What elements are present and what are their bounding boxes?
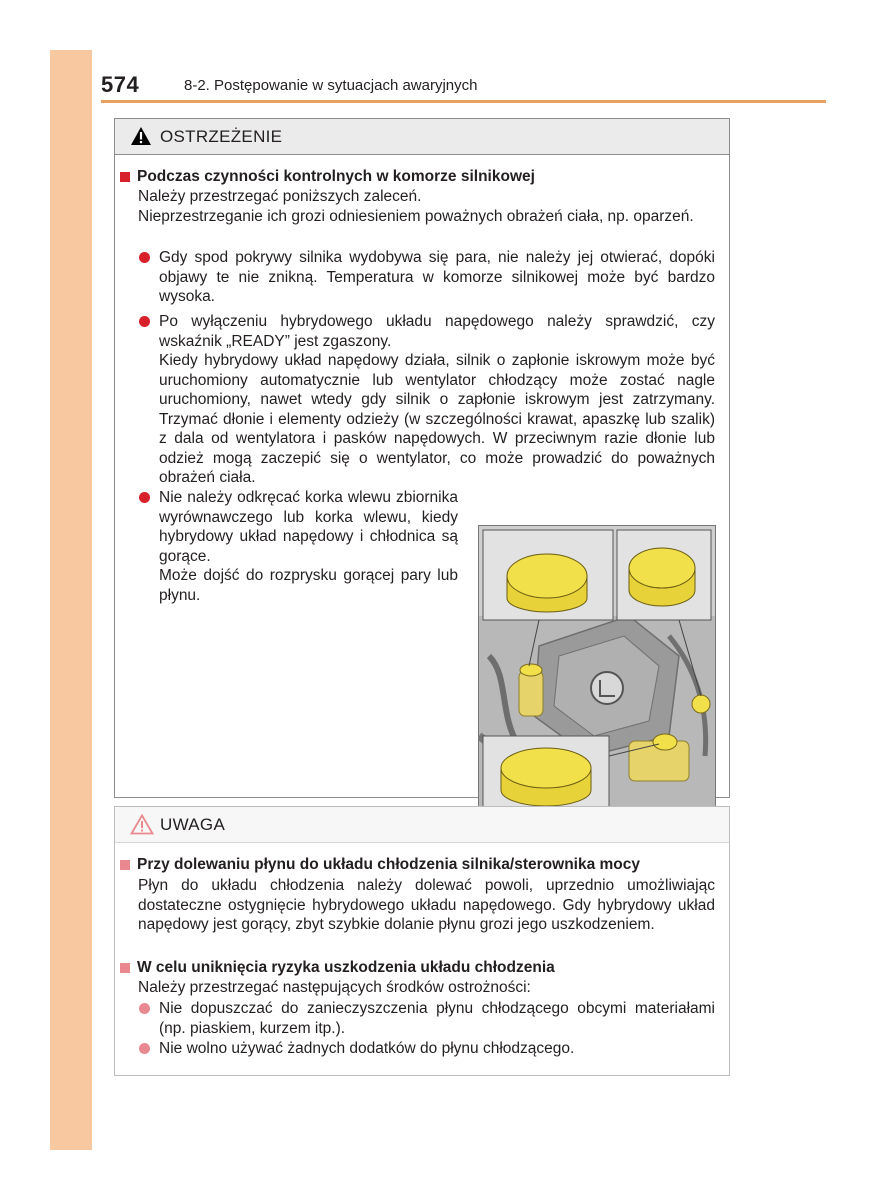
notice-title: UWAGA — [160, 815, 226, 834]
header-rule — [101, 100, 826, 103]
pink-bullet-icon — [139, 1043, 150, 1054]
notice-text-2: Należy przestrzegać następujących środków ostrożności: — [138, 979, 531, 996]
notice-box-header — [115, 807, 729, 843]
warning-bullet-3 — [138, 488, 458, 605]
warning-bullet-3-text-2: Może dojść do rozprysku gorącej pary lub płynu. — [159, 567, 458, 604]
page-number: 574 — [101, 72, 140, 97]
notice-bullet-2 — [138, 1039, 715, 1059]
warning-intro-2: Nieprzestrzeganie ich grozi odniesieniem poważnych obrażeń ciała, np. oparzeń. — [138, 208, 694, 225]
red-bullet-icon — [139, 316, 150, 327]
warning-bullet-3-text-1: Nie należy odkręcać korka wlewu zbiornika wyrównawczego lub korka wlewu, kiedy hybrydowy układ napędowy i chłodnica są gorące. — [159, 489, 458, 565]
section-title: 8-2. Postępowanie w sytuacjach awaryjnych — [184, 77, 478, 94]
warning-bullet-1 — [138, 248, 715, 307]
notice-box — [114, 806, 730, 1076]
red-bullet-icon — [139, 492, 150, 503]
warning-bullet-2-text-2: Kiedy hybrydowy układ napędowy działa, silnik o zapłonie iskrowym może być uruchomiony automatycznie lub wentylator chłodzący może zostać nagle uruchomiony, nawet wtedy gdy silnik o zapłonie iskrowym jest zatrzymany. Trzymać dłonie i elementy odzieży (w szczególności krawat, apaszkę lub szalik) z dala od wentylatora i pasków napędowych. W przeciwnym razie dłonie lub odzież mogą zaczepić się o wentylator, co może prowadzić do poważnych obrażeń ciała. — [159, 352, 715, 486]
notice-text-1: Płyn do układu chłodzenia należy dolewać powoli, uprzednio umożliwiając dostateczne ostygnięcie hybrydowego układu napędowego. Gdy hybrydowy układ napędowy jest gorący, zbyt szybkie dolanie płynu grozi jego uszkodzeniem. — [138, 877, 715, 933]
notice-bullet-2-text: Nie wolno używać żadnych dodatków do płynu chłodzącego. — [159, 1040, 575, 1057]
notice-subheading-2 — [120, 958, 555, 978]
warning-bullet-1-text: Gdy spod pokrywy silnika wydobywa się para, nie należy jej otwierać, dopóki objawy te nie znikną. Temperatura w komorze silnikowej może być bardzo wysoka. — [159, 249, 715, 305]
pink-bullet-icon — [139, 1003, 150, 1014]
red-square-icon — [120, 172, 130, 182]
warning-bullet-2-text-1: Po wyłączeniu hybrydowego układu napędowego należy sprawdzić, czy wskaźnik „READY” jest zgaszony. — [159, 313, 715, 350]
red-bullet-icon — [139, 252, 150, 263]
caution-triangle-icon — [130, 814, 154, 835]
engine-compartment-illustration — [478, 525, 716, 829]
notice-subheading-1-text: Przy dolewaniu płynu do układu chłodzenia silnika/sterownika mocy — [137, 856, 641, 873]
warning-title: OSTRZEŻENIE — [160, 127, 283, 146]
notice-bullet-1-text: Nie dopuszczać do zanieczyszczenia płynu chłodzącego obcymi materiałami (np. piaskiem, kurzem itp.). — [159, 1000, 715, 1037]
warning-triangle-icon — [130, 126, 152, 146]
notice-subheading-2-text: W celu uniknięcia ryzyka uszkodzenia układu chłodzenia — [137, 959, 555, 976]
warning-subheading-text: Podczas czynności kontrolnych w komorze silnikowej — [137, 168, 535, 185]
pink-square-icon — [120, 860, 130, 870]
warning-box — [114, 118, 730, 798]
warning-bullet-2 — [138, 312, 715, 488]
warning-intro-1: Należy przestrzegać poniższych zaleceń. — [138, 188, 422, 205]
chapter-side-tab — [50, 50, 92, 1150]
pink-square-icon — [120, 963, 130, 973]
warning-box-header — [115, 119, 729, 155]
notice-bullet-1 — [138, 999, 715, 1038]
warning-subheading — [120, 167, 535, 187]
notice-subheading-1 — [120, 855, 640, 875]
